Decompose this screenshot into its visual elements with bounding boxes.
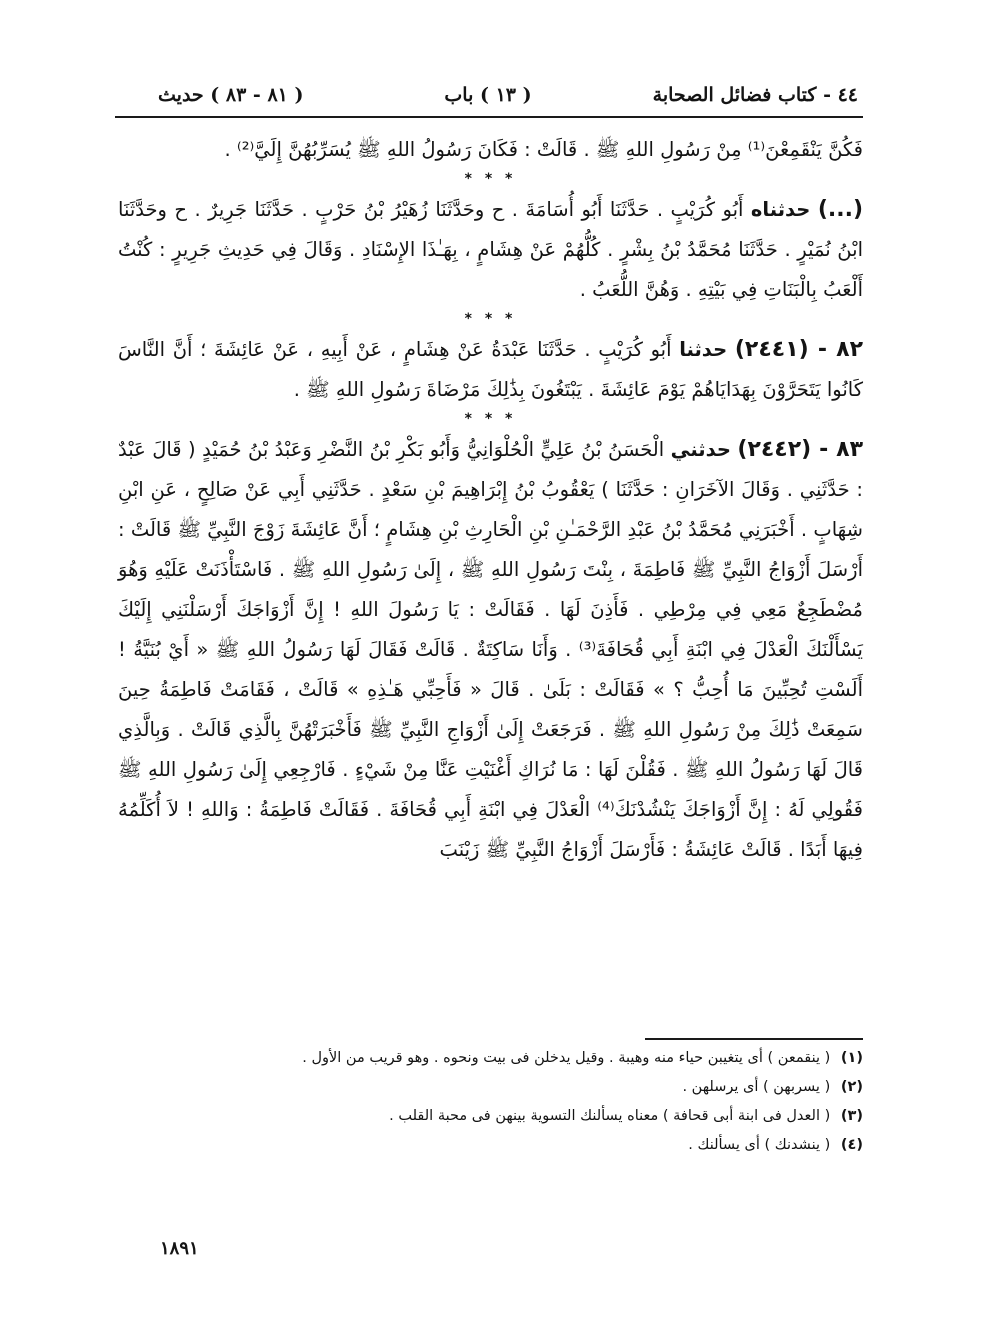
footnote-number: (٢) [840,1079,863,1095]
hadith-paragraph [118,430,863,870]
hadith-number: ٨٣ - (٢٤٤٢) [737,437,863,462]
footnote [118,1131,863,1160]
footnote-text: ( العدل فى ابنة أبى قحافة ) معناه يسألنك التسوية بينهن فى محبة القلب . [389,1108,831,1124]
footnote [118,1044,863,1073]
footnote-text: ( ينشدنك ) أى يسألنك . [688,1137,831,1153]
section-separator: * * * [464,171,517,187]
footnote-number: (٤) [840,1137,863,1153]
section-separator: * * * [464,411,517,427]
hadith-text: أَبُو كُرَيْبٍ . حَدَّثَنَا عَبْدَةُ عَنْ هِشَامٍ ، عَنْ أَبِيهِ ، عَنْ عَائِشَةَ ؛ أَنَّ النَّاسَ كَانُوا يَتَحَرَّوْنَ بِهَدَايَاهُمْ يَوْمَ عَائِشَةَ . يَبْتَغُونَ بِذَٰلِكَ مَرْضَاةَ رَسُولِ اللهِ ﷺ . [118,338,863,401]
footnotes [118,1044,863,1160]
page-number: ١٨٩١ [160,1238,199,1259]
footnote [118,1102,863,1131]
hadith-paragraph [118,330,863,410]
hadith-text: الْحَسَنُ بْنُ عَلِيٍّ الْحُلْوَانِيُّ وَأَبُو بَكْرِ بْنُ النَّضْرِ وَعَبْدُ بْنُ حُمَيْدٍ ( قَالَ عَبْدٌ : حَدَّثَنِي . وَقَالَ الآخَرَانِ : حَدَّثَنَا ) يَعْقُوبُ بْنُ إِبْرَاهِيمَ بْنِ سَعْدٍ . حَدَّثَنِي أَبِي عَنْ صَالِحٍ ، عَنِ ابْنِ شِهَابٍ . أَخْبَرَنِي مُحَمَّدُ بْنُ عَبْدِ الرَّحْمَـٰنِ بْنِ الْحَارِثِ بْنِ هِشَامٍ ؛ أَنَّ عَائِشَةَ زَوْجَ النَّبِيِّ ﷺ قَالَتْ : أَرْسَلَ أَزْوَاجُ النَّبِيِّ ﷺ فَاطِمَةَ ، بِنْتَ رَسُولِ اللهِ ﷺ ، إِلَىٰ رَسُولِ اللهِ ﷺ . فَاسْتَأْذَنَتْ عَلَيْهِ وَهُوَ مُضْطَجِعٌ مَعِي فِي مِرْطِي . فَأَذِنَ لَهَا . فَقَالَتْ : يَا رَسُولَ اللهِ ! إِنَّ أَزْوَاجَكَ أَرْسَلْنَنِي إِلَيْكَ يَسْأَلْنَكَ الْعَدْلَ فِي ابْنَةِ أَبِي قُحَافَةَ⁽³⁾ . وَأَنَا سَاكِتَةٌ . قَالَتْ فَقَالَ لَهَا رَسُولُ اللهِ ﷺ « أَيْ بُنَيَّةُ ! أَلَسْتِ تُحِبِّينَ مَا أُحِبُّ ؟ » فَقَالَتْ : بَلَىٰ . قَالَ « فَأَحِبِّي هَـٰذِهِ » قَالَتْ ، فَقَامَتْ فَاطِمَةُ حِينَ سَمِعَتْ ذَٰلِكَ مِنْ رَسُولِ اللهِ ﷺ . فَرَجَعَتْ إِلَىٰ أَزْوَاجِ النَّبِيِّ ﷺ فَأَخْبَرَتْهُنَّ بِالَّذِي قَالَتْ . وَبِالَّذِي قَالَ لَهَا رَسُولُ اللهِ ﷺ . فَقُلْنَ لَهَا : مَا نُرَاكِ أَغْنَيْتِ عَنَّا مِنْ شَيْءٍ . فَارْجِعِي إِلَىٰ رَسُولِ اللهِ ﷺ فَقُولِي لَهُ : إِنَّ أَزْوَاجَكَ يَنْشُدْنَكَ⁽⁴⁾ الْعَدْلَ فِي ابْنَةِ أَبِي قُحَافَةَ . فَقَالَتْ فَاطِمَةُ : وَاللهِ ! لاَ أُكَلِّمُهُ فِيهَا أَبَدًا . قَالَتْ عَائِشَةُ : فَأَرْسَلَ أَزْوَاجُ النَّبِيِّ ﷺ زَيْنَبَ [118,438,863,861]
footnote [118,1073,863,1102]
paragraph-continuation: فَكُنَّ يَنْقَمِعْنَ⁽¹⁾ مِنْ رَسُولِ اللهِ ﷺ . قَالَتْ : فَكَانَ رَسُولُ اللهِ ﷺ يُسَرِّبُهُنَّ إِلَيَّ⁽²⁾ . [224,138,863,161]
header-book-title: ٤٤ - كتاب فضائل الصحابة [652,84,858,106]
footnote-text: ( يسربهن ) أى يرسلهن . [682,1079,831,1095]
narration-keyword: حدثناه [750,198,811,221]
narration-keyword: حدثنا [679,338,728,361]
hadith-text: أَبُو كُرَيْبٍ . حَدَّثَنَا أَبُو أُسَامَةَ . ح وحَدَّثَنَا زُهَيْرُ بْنُ حَرْبٍ . حَدَّثَنَا جَرِيرٌ . ح وحَدَّثَنَا ابْنُ نُمَيْرٍ . حَدَّثَنَا مُحَمَّدُ بْنُ بِشْرٍ . كُلُّهُمْ عَنْ هِشَامٍ ، بِهَـٰذَا الإِسْنَادِ . وَقَالَ فِي حَدِيثِ جَرِيرٍ : كُنْتُ أَلْعَبُ بِالْبَنَاتِ فِي بَيْتِهِ . وَهُنَّ اللُّعَبُ . [118,198,863,301]
footnote-text: ( ينقمعن ) أى يتغيبن حياء منه وهيبة . وقيل يدخلن فى بيت ونحوه . وهو قريب من الأول . [302,1050,831,1066]
main-text [118,130,863,870]
hadith-number: ٨٢ - (٢٤٤١) [734,337,863,362]
header-hadith-range: ( ٨١ - ٨٣ ) حديث [158,84,304,106]
section-separator: * * * [464,311,517,327]
hadith-paragraph [118,190,863,310]
hadith-number: (...) [817,197,863,222]
running-header [118,80,858,116]
footnote-number: (١) [840,1050,863,1066]
header-chapter: ( ١٣ ) باب [444,84,532,106]
footnote-divider [645,1038,863,1040]
footnote-number: (٣) [840,1108,863,1124]
header-divider [115,116,863,118]
narration-keyword: حدثني [670,438,731,461]
